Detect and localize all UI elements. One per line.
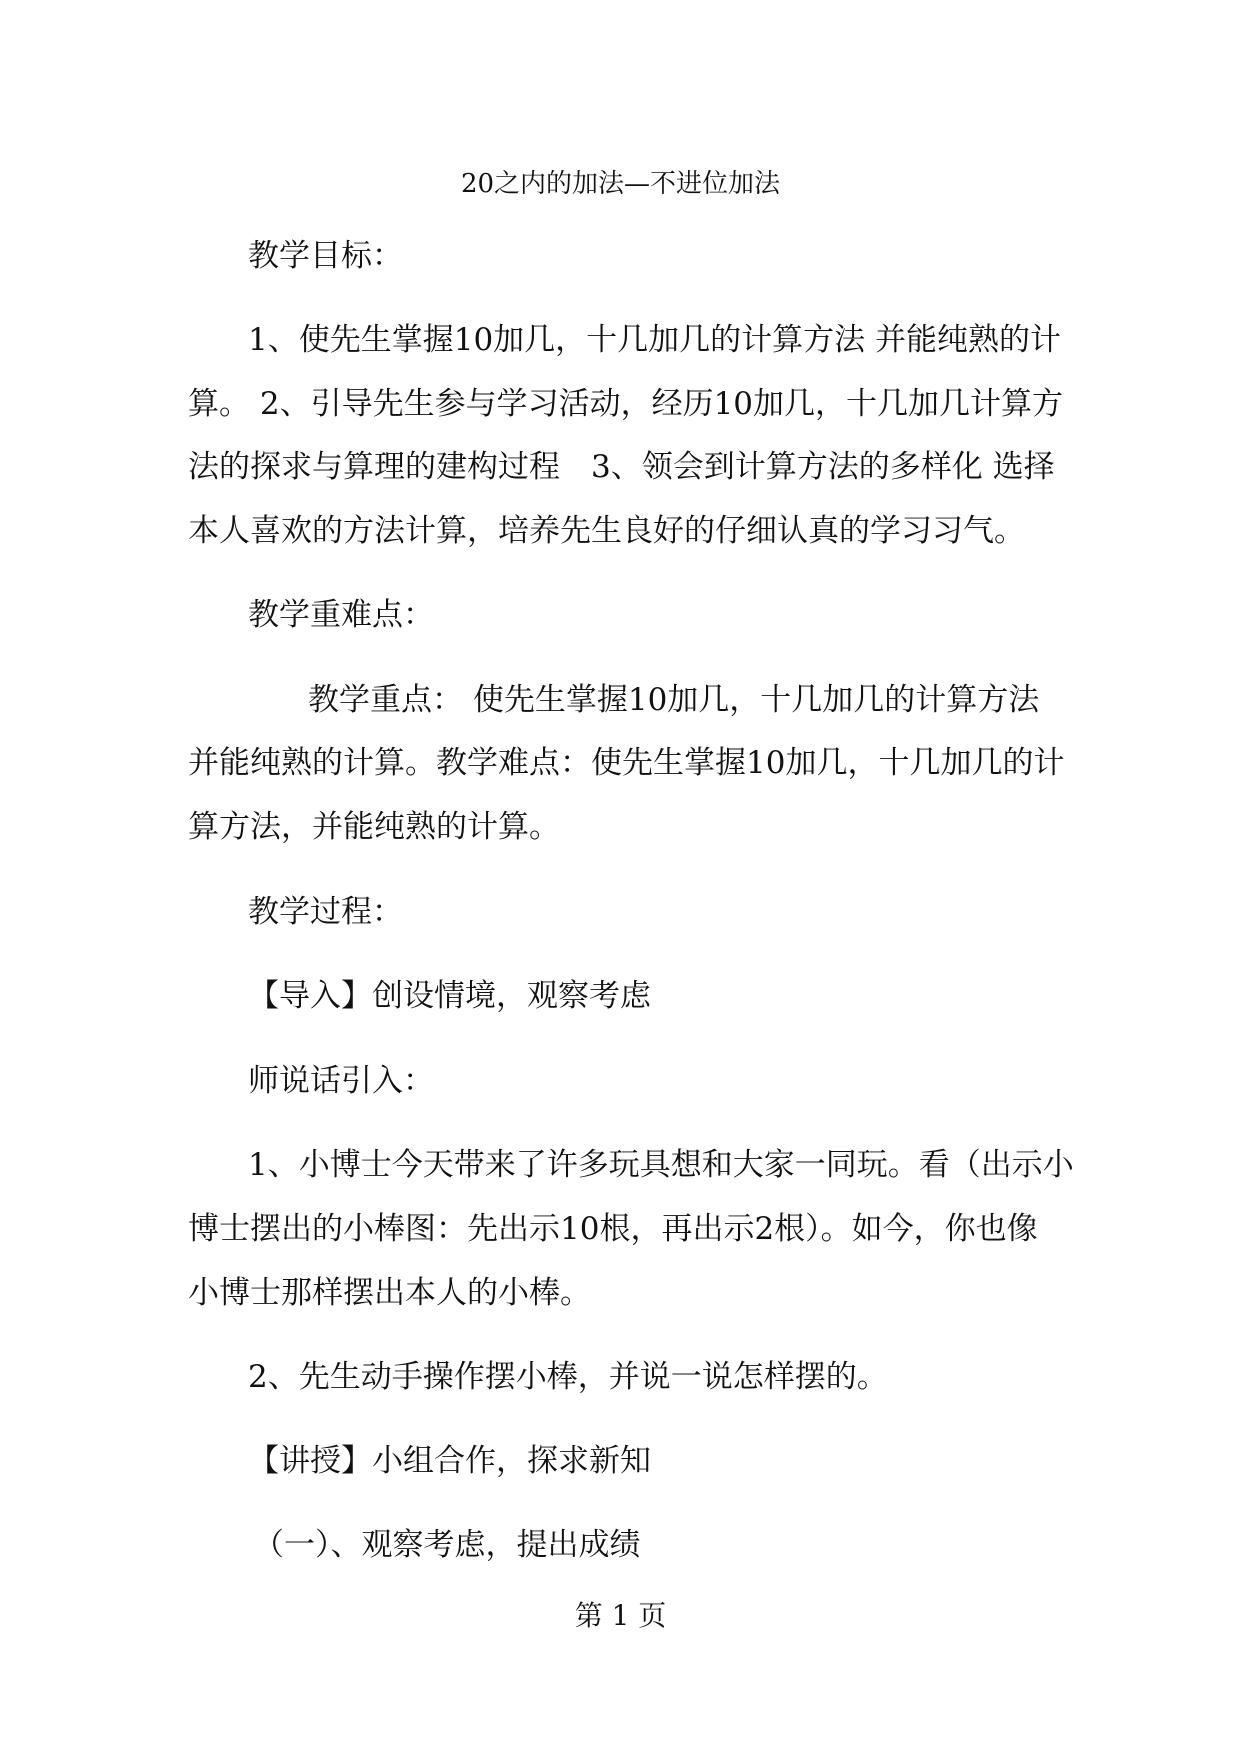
paragraph-line: 1、小博士今天带来了许多玩具想和大家一同玩。看（出示小 bbox=[248, 1147, 1074, 1183]
heading-teaching-process: 教学过程： bbox=[248, 894, 403, 930]
paragraph-line: 本人喜欢的方法计算，培养先生良好的仔细认真的学习习气。 bbox=[188, 513, 1025, 549]
heading-teaching-objectives: 教学目标： bbox=[248, 238, 403, 274]
section-heading-lecture: 【讲授】小组合作，探求新知 bbox=[248, 1443, 651, 1479]
document-title: 20之内的加法—不进位加法 bbox=[460, 169, 781, 199]
section-heading-intro: 【导入】创设情境，观察考虑 bbox=[248, 978, 651, 1014]
paragraph-line: 小博士那样摆出本人的小棒。 bbox=[188, 1275, 591, 1311]
paragraph-line: 法的探求与算理的建构过程 3、领会到计算方法的多样化 选择 bbox=[188, 449, 1055, 485]
paragraph-line: 算方法，并能纯熟的计算。 bbox=[188, 809, 560, 845]
paragraph-line: 1、使先生掌握10加几，十几加几的计算方法 并能纯熟的计 bbox=[248, 322, 1062, 358]
paragraph-line: 教学重点： 使先生掌握10加几，十几加几的计算方法 bbox=[308, 682, 1040, 718]
paragraph-line: 师说话引入： bbox=[248, 1063, 434, 1099]
paragraph-line: 博士摆出的小棒图：先出示10根，再出示2根）。如今，你也像 bbox=[188, 1211, 1038, 1247]
page-number: 第 1 页 bbox=[574, 1599, 667, 1632]
paragraph-line: 2、先生动手操作摆小棒，并说一说怎样摆的。 bbox=[248, 1359, 888, 1395]
paragraph-line: 并能纯熟的计算。教学难点：使先生掌握10加几，十几加几的计 bbox=[188, 745, 1065, 781]
paragraph-line: 算。 2、引导先生参与学习活动，经历10加几，十几加几计算方 bbox=[188, 386, 1064, 422]
heading-key-difficult-points: 教学重难点： bbox=[248, 597, 434, 633]
subsection-heading: （一）、观察考虑，提出成绩 bbox=[253, 1527, 641, 1563]
